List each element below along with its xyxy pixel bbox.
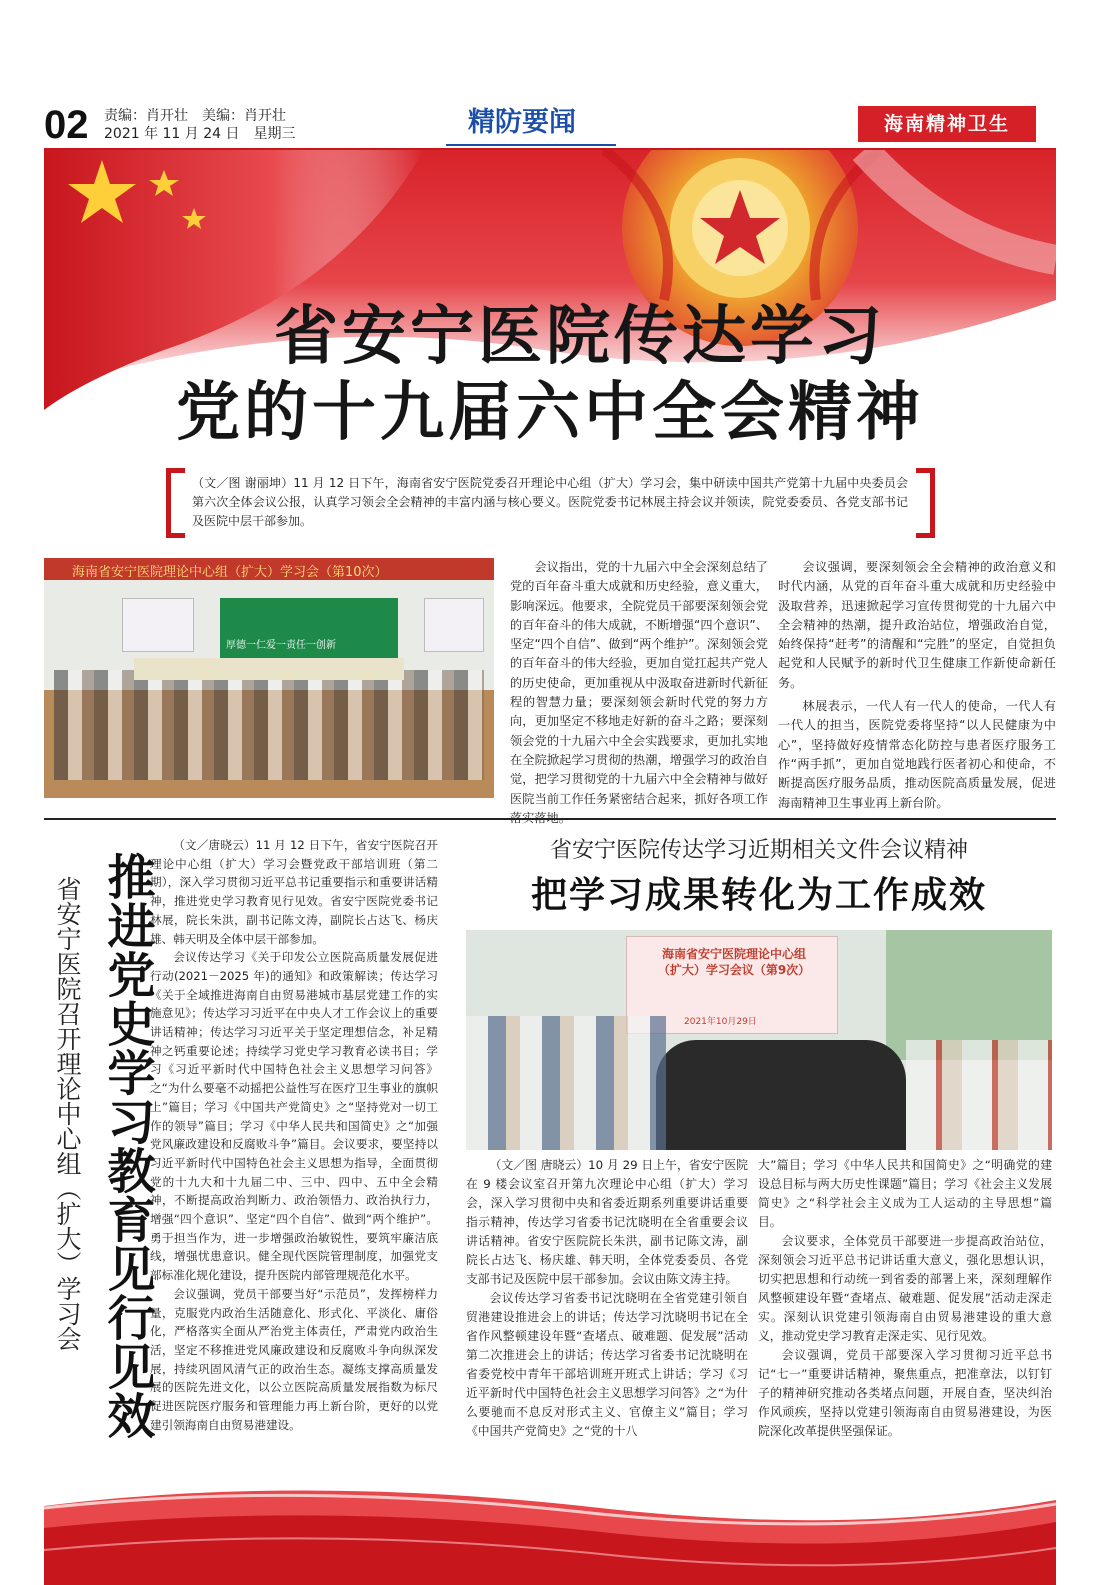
article2-p1: （文／唐晓云）11 月 12 日下午，省安宁医院召开理论中心组（扩大）学习会暨党政干部培训班（第二期），深入学习贯彻习近平总书记重要指示和重要讲话精神，推进党史学习教育见行见效。省安宁医院党委书记林展，院长朱洪，副书记陈文涛，副院长占达飞、杨庆雄、韩天明及全体中层干部参加。 (150, 838, 438, 946)
article2-p3: 会议强调，党员干部要当好“示范员”，发挥榜样力量，克服党内政治生活随意化、形式化、平淡化、庸俗化，严格落实全面从严治党主体责任，严肃党内政治生活，坚定不移推进党风廉政建设和反腐败斗争向纵深发展，持续巩固风清气正的政治生态。凝练支撑高质量发展的医院先进文化，以公立医院高质量发展指数为标尺促进医院医疗服务和管理能力再上新台阶，更好的以党建引领海南自由贸易港建设。 (150, 1286, 438, 1432)
section-name: 精防要闻 (468, 107, 576, 138)
photo2-date: 2021年10月29日 (684, 1017, 757, 1027)
article1-col1 (510, 558, 768, 828)
paper-name: 海南精神卫生 (858, 106, 1036, 142)
article1-col2 (778, 558, 1056, 813)
middle-rule (44, 818, 1056, 820)
photo-screen-left (122, 598, 194, 652)
article3-col2-p1: 大”篇目；学习《中华人民共和国简史》之“明确党的建设总目标与两大历史性课题”篇目；学习《社会主义发展简史》之“科学社会主义成为工人运动的主导思想”篇目。 (758, 1158, 1052, 1229)
article3-heading: 把学习成果转化为工作成效 (530, 875, 987, 916)
photo2-board-text: 海南省安宁医院理论中心组（扩大）学习会议（第9次） (657, 947, 811, 977)
article1-col2-p1: 会议强调，要深刻领会全会精神的政治意义和时代内涵，从党的百年奋斗重大成就和历史经验中汲取营养，迅速掀起学习宣传贯彻党的十九届六中全会精神的热潮，提升政治站位，增强政治自觉，始终保持“赶考”的清醒和“完胜”的坚定，自觉担负起党和人民赋予的新时代卫生健康工作新使命新任务。 (778, 560, 1056, 690)
photo-screen-right (424, 598, 484, 652)
article2-p2: 会议传达学习《关于印发公立医院高质量发展促进行动(2021－2025 年)的通知》和政策解读；传达学习《关于全域推进海南自由贸易港城市基层党建工作的实施意见》；传达学习习近平在中央人才工作会议上的重要讲话精神；传达学习习近平关于坚定理想信念，补足精神之钙重要论述；持续学习党史学习教育必读书目；学习《习近平新时代中国特色社会主义思想学习问答》之“为什么要毫不动摇把公益性写在医疗卫生事业的旗帜上”篇目；学习《中国共产党简史》之“坚持党对一切工作的领导”篇目；学习《中华人民共和国简史》之“加强党风廉政建设和反腐败斗争”篇目。会议要求，要坚持以习近平新时代中国特色社会主义思想为指导，全面贯彻党的十九大和十九届二中、三中、四中、五中全会精神，不断提高政治判断力、政治领悟力、政治执行力，增强“四个意识”、坚定“四个自信”、做到“两个维护”。勇于担当作为，进一步增强政治敏锐性，要筑牢廉洁底线，增强忧患意识。健全现代医院管理制度，加强党支部标准化规化建设，提升医院内部管理规范化水平。 (150, 950, 438, 1283)
date-line: 2021 年 11 月 24 日 星期三 (104, 126, 296, 142)
photo-slogan: 厚德一仁爱一责任一创新 (226, 640, 336, 651)
main-title-line1: 省安宁医院传达学习 (274, 300, 886, 374)
article2-body (150, 836, 438, 1435)
photo-table (134, 658, 404, 680)
article3-col2 (758, 1156, 1052, 1441)
article3-col1 (466, 1156, 748, 1441)
photo-people (54, 670, 484, 780)
article2-vertical-subtitle: 省安宁医院召开理论中心组（扩大）学习会 (53, 876, 82, 1351)
lead-bracket-left (166, 468, 185, 538)
section-underline (446, 144, 616, 146)
photo2-people-left (466, 1016, 666, 1150)
article1-col1-text: 会议指出，党的十九届六中全会深刻总结了党的百年奋斗重大成就和历史经验，意义重大，影响深远。他要求，全院党员干部要深刻领会党的百年奋斗的伟大成就，不断增强“四个意识”、坚定“四个自信”、做到“两个维护”。深刻领会党的百年奋斗的伟大经验，更加自觉扛起共产党人的历史使命，更加重视从中汲取奋进新时代新征程的智慧力量；要深刻领会新时代党的努力方向，更加坚定不移地走好新的奋斗之路；要深刻领会党的十九届六中全会实践要求，更加扎实地在全院掀起学习贯彻的热潮，增强学习的政治自觉，把学习贯彻党的十九届六中全会精神与做好医院当前工作任务紧密结合起来，抓好各项工作 (510, 560, 768, 806)
page-number: 02 (44, 103, 89, 147)
editor-line: 责编：肖开壮 美编：肖开壮 (104, 108, 286, 124)
main-title-line2: 党的十九届六中全会精神 (176, 376, 924, 450)
article1-col2-p2: 林展表示，一代人有一代人的使命，一代人有一代人的担当，医院党委将坚持“以人民健康为中心”，坚持做好疫情常态化防控与患者医疗服务工作“两手抓”，更加自觉地践行医者初心和使命，不断提高医疗服务品质，推动医院高质量发展，促进海南精神卫生事业再上新台阶。 (778, 699, 1056, 810)
article3-col1-p1: （文／图 唐晓云）10 月 29 日上午，省安宁医院在 9 楼会议室召开第九次理论中心组（扩大）学习会，深入学习贯彻中央和省委近期系列重要讲话重要指示精神，传达学习省委书记沈晓明在全省重要会议讲话精神。省安宁医院院长朱洪，副书记陈文涛，副院长占达飞、杨庆雄、韩天明，全体党委委员、各党支部书记及医院中层干部参加。会议由陈文涛主持。 (466, 1158, 748, 1286)
lead-paragraph: （文／图 谢丽坤）11 月 12 日下午，海南省安宁医院党委召开理论中心组（扩大）学习会，集中研读中国共产党第十九届中央委员会第六次全体会议公报，认真学习领会全会精神的丰富内涵与核心要义。医院党委书记林展主持会议并领读，院党委委员、各党支部书记及医院中层干部参加。 (192, 476, 908, 528)
header-rule (44, 148, 1056, 150)
article3-col1-p2: 会议传达学习省委书记沈晓明在全省党建引领自贸港建设推进会上的讲话；传达学习沈晓明书记在全省作风整顿建设年暨“查堵点、破难题、促发展”活动第二次推进会上的讲话；传达学习省委书记沈晓明在省委党校中青年干部培训班开班式上讲话；学习《习近平新时代中国特色社会主义思想学习问答》之“为什么要驰而不息反对形式主义、官僚主义”篇目；学习《中国共产党简史》之“党的十八 (466, 1291, 748, 1438)
article3-subtitle: 省安宁医院传达学习近期相关文件会议精神 (549, 838, 968, 863)
meeting-photo-2 (466, 930, 1052, 1150)
article3-col2-p3: 会议强调，党员干部要深入学习贯彻习近平总书记“七一”重要讲话精神，聚焦重点，把准章法，以钉钉子的精神研究推动各类堵点问题，开展自查，坚决纠治作风顽疾，坚持以党建引领海南自由贸易港建设，为医院深化改革提供坚强保证。 (758, 1348, 1052, 1438)
article3-col2-p2: 会议要求，全体党员干部要进一步提高政治站位，深刻领会习近平总书记讲话重大意义，强化思想认识，切实把思想和行动统一到省委的部署上来，深刻理解作风整顿建设年暨“查堵点、破难题、促发展”活动走深走实。深刻认识党建引领海南自由贸易港建设的重大意义，推动党史学习教育走深走实、见行见效。 (758, 1234, 1052, 1343)
photo2-table (656, 1040, 906, 1150)
article2-vertical-title: 推进党史学习教育见行见效 (99, 852, 155, 1440)
photo2-people-right (906, 1040, 1052, 1150)
meeting-photo-1 (44, 558, 494, 798)
photo-banner-text: 海南省安宁医院理论中心组（扩大）学习会（第10次） (72, 565, 388, 580)
footer-wave-decoration (0, 1478, 1100, 1585)
lead-bracket-right (916, 468, 935, 538)
